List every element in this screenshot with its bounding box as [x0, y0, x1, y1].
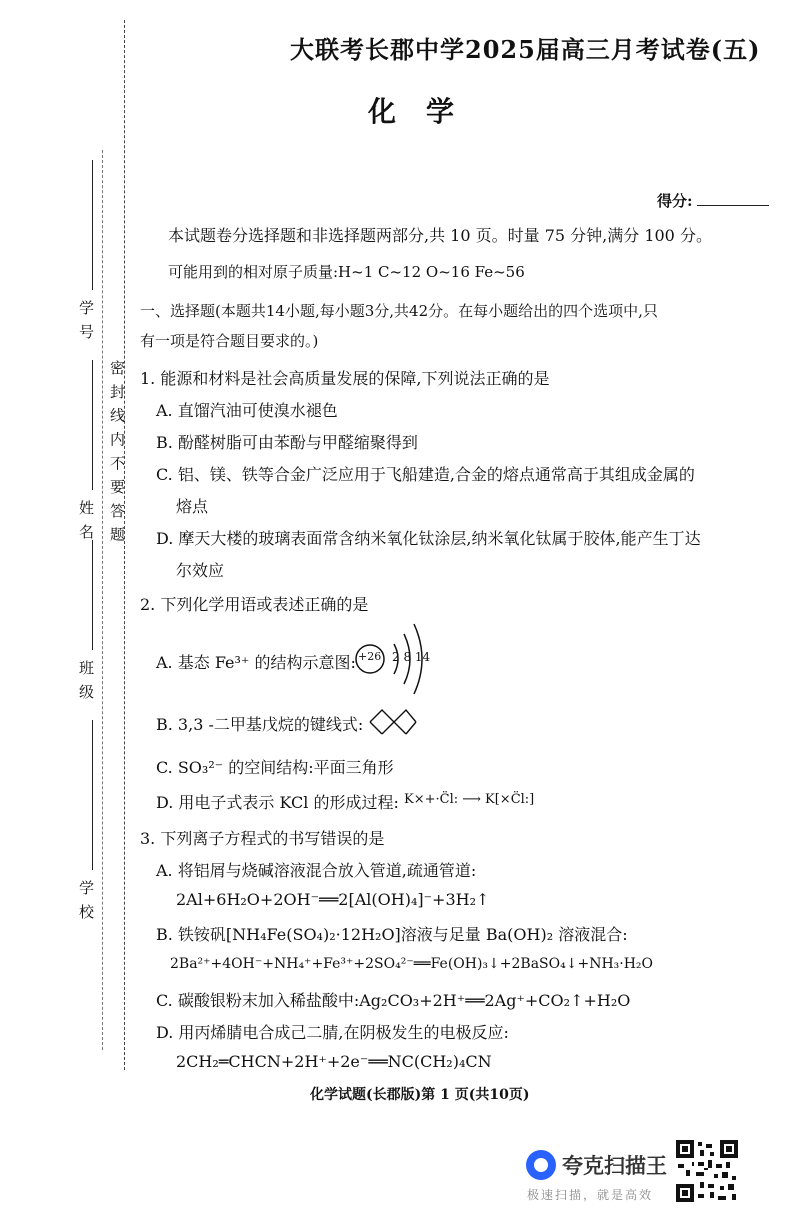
q2-option-c: C. SO₃²⁻ 的空间结构:平面三角形 — [156, 758, 394, 777]
seal-notice: 密 封 线 内 不 要 答 题 — [108, 360, 126, 544]
q1-option-c-line1: C. 铝、镁、铁等合金广泛应用于飞船建造,合金的熔点通常高于其组成金属的 — [156, 465, 695, 484]
skeletal-formula — [368, 706, 418, 738]
q2-option-b: B. 3,3 -二甲基戊烷的键线式: — [156, 715, 364, 734]
qr-code-icon[interactable] — [676, 1140, 738, 1202]
q1-option-d-line2: 尔效应 — [176, 561, 225, 580]
q1-option-d-line1: D. 摩天大楼的玻璃表面常含纳米氧化钛涂层,纳米氧化钛属于胶体,能产生丁达 — [156, 529, 701, 548]
q1-stem: 1. 能源和材料是社会高质量发展的保障,下列说法正确的是 — [140, 369, 550, 388]
school-field[interactable] — [92, 720, 93, 870]
fe3-shell-counts: 2 8 14 — [392, 650, 431, 664]
q3-option-d-equation: 2CH₂═CHCN+2H⁺+2e⁻══NC(CH₂)₄CN — [176, 1052, 492, 1071]
score-field[interactable] — [657, 190, 769, 211]
name-label: 姓 名 — [77, 500, 95, 541]
kcl-electron-formula: K×+·C̈l: ⟶ K[×C̈l:] — [404, 792, 535, 807]
scanner-logo-icon — [526, 1150, 556, 1180]
q3-option-a-equation: 2Al+6H₂O+2OH⁻══2[Al(OH)₄]⁻+3H₂↑ — [176, 890, 490, 909]
q2-stem: 2. 下列化学用语或表述正确的是 — [140, 595, 369, 614]
name-field[interactable] — [92, 360, 93, 490]
q3-option-b-equation: 2Ba²⁺+4OH⁻+NH₄⁺+Fe³⁺+2SO₄²⁻══Fe(OH)₃↓+2BaSO₄↓+NH₃·H₂O — [170, 956, 654, 972]
q1-option-c-line2: 熔点 — [176, 497, 209, 516]
id-field[interactable] — [92, 160, 93, 290]
q1-option-b: B. 酚醛树脂可由苯酚与甲醛缩聚得到 — [156, 433, 418, 452]
section-heading-2: 有一项是符合题目要求的。) — [140, 332, 319, 350]
q3-option-a: A. 将铝屑与烧碱溶液混合放入管道,疏通管道: — [156, 861, 477, 880]
class-field[interactable] — [92, 540, 93, 650]
scanner-app-name: 夸克扫描王 — [562, 1154, 667, 1178]
q3-option-d: D. 用丙烯腈电合成己二腈,在阴极发生的电极反应: — [156, 1023, 509, 1042]
page-footer: 化学试题(长郡版)第 1 页(共10页) — [310, 1087, 530, 1103]
score-blank[interactable] — [697, 205, 769, 206]
exam-title: 大联考长郡中学2025届高三月考试卷(五) — [290, 35, 761, 64]
intro-line-2: 可能用到的相对原子质量:H~1 C~12 O~16 Fe~56 — [168, 263, 525, 281]
q2-option-d: D. 用电子式表示 KCl 的形成过程: — [156, 793, 399, 812]
q1-option-a: A. 直馏汽油可使溴水褪色 — [156, 401, 338, 420]
subject-title: 化学 — [368, 95, 485, 128]
class-label: 班 级 — [77, 660, 95, 701]
q3-option-b: B. 铁铵矾[NH₄Fe(SO₄)₂·12H₂O]溶液与足量 Ba(OH)₂ 溶液混合: — [156, 925, 628, 944]
section-heading-1: 一、选择题(本题共14小题,每小题3分,共42分。在每小题给出的四个选项中,只 — [140, 302, 658, 320]
q3-stem: 3. 下列离子方程式的书写错误的是 — [140, 829, 385, 848]
fe3-nucleus-label: +26 — [358, 650, 382, 663]
binding-inner-line — [102, 150, 103, 1050]
q3-option-c: C. 碳酸银粉末加入稀盐酸中:Ag₂CO₃+2H⁺══2Ag⁺+CO₂↑+H₂O — [156, 991, 631, 1010]
q2-option-a: A. 基态 Fe³⁺ 的结构示意图: — [156, 653, 356, 672]
score-label: 得分: — [657, 192, 693, 210]
scanner-slogan: 极速扫描，就是高效 — [527, 1188, 654, 1202]
school-label: 学 校 — [77, 880, 95, 921]
id-label: 学 号 — [77, 300, 95, 341]
intro-line-1: 本试题卷分选择题和非选择题两部分,共 10 页。时量 75 分钟,满分 100 分。 — [168, 226, 712, 245]
